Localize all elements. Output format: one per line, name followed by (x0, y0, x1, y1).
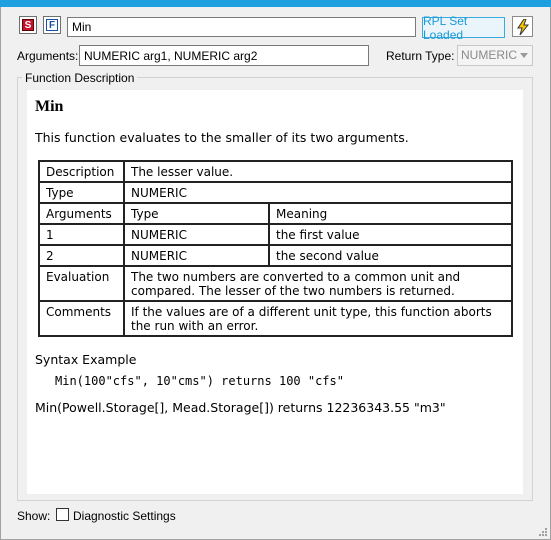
show-label: Show: (17, 509, 51, 523)
resize-grip-icon[interactable] (538, 527, 548, 537)
s-icon: S (22, 19, 34, 31)
table-row (39, 266, 512, 301)
diagnostic-settings-checkbox[interactable] (56, 508, 69, 521)
accent-bar (0, 0, 551, 7)
table-cell: the first value (269, 224, 512, 245)
diagnostic-settings-label[interactable]: Diagnostic Settings (73, 509, 176, 523)
table-cell: NUMERIC (124, 245, 269, 266)
f-icon-button[interactable] (43, 16, 61, 34)
table-row (39, 203, 512, 224)
table-cell: Type (39, 182, 124, 203)
function-name-input[interactable]: Min (67, 17, 416, 37)
description-document (27, 90, 523, 494)
table-cell: The two numbers are converted to a common unit and compared. The lesser of the two numbers is returned. (124, 266, 512, 301)
table-row (39, 182, 512, 203)
arguments-label: Arguments: (17, 49, 79, 63)
doc-heading: Min (35, 98, 64, 115)
lightning-icon (516, 19, 530, 35)
table-cell: Description (39, 161, 124, 182)
table-cell: If the values are of a different unit type, this function aborts the run with an error. (124, 301, 512, 336)
syntax-heading: Syntax Example (35, 352, 137, 367)
chevron-down-icon (520, 53, 528, 58)
table-cell: Meaning (269, 203, 512, 224)
s-icon-button[interactable] (19, 16, 37, 34)
table-row (39, 224, 512, 245)
table-cell: NUMERIC (124, 182, 512, 203)
arguments-input[interactable]: NUMERIC arg1, NUMERIC arg2 (79, 45, 369, 66)
table-row (39, 301, 512, 336)
table-cell: Comments (39, 301, 124, 336)
table-cell: the second value (269, 245, 512, 266)
table-cell: Arguments (39, 203, 124, 224)
table-cell: 1 (39, 224, 124, 245)
lightning-button[interactable] (512, 16, 533, 37)
table-cell: Evaluation (39, 266, 124, 301)
info-table (38, 160, 513, 337)
return-type-label: Return Type: (386, 49, 455, 63)
rpl-set-loaded-button[interactable]: RPL Set Loaded (422, 17, 505, 38)
table-row (39, 161, 512, 182)
syntax-code: Min(100"cfs", 10"cms") returns 100 "cfs" (55, 374, 344, 388)
doc-summary: This function evaluates to the smaller of its two arguments. (35, 130, 409, 145)
example-text: Min(Powell.Storage[], Mead.Storage[]) returns 12236343.55 "m3" (35, 400, 446, 415)
table-cell: 2 (39, 245, 124, 266)
table-cell: The lesser value. (124, 161, 512, 182)
table-cell: NUMERIC (124, 224, 269, 245)
table-row (39, 245, 512, 266)
f-icon: F (46, 19, 58, 31)
group-title: Function Description (22, 71, 137, 85)
return-type-select[interactable] (457, 45, 533, 66)
table-cell: Type (124, 203, 269, 224)
return-type-value: NUMERIC (461, 48, 517, 62)
